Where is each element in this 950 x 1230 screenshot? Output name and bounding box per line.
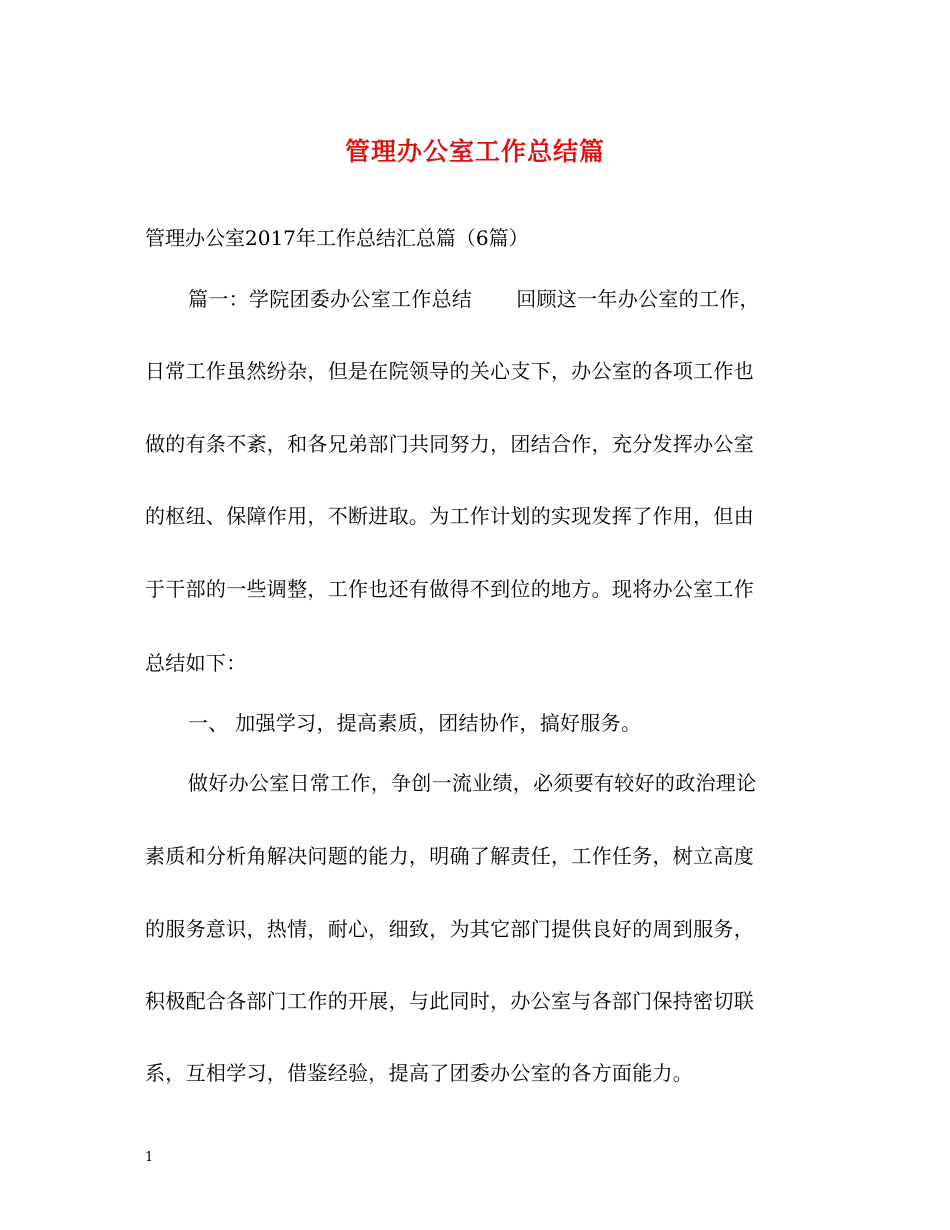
paragraph-line-1 bbox=[188, 283, 760, 312]
section-heading: 篇一：学院团委办公室工作总结 bbox=[188, 287, 473, 311]
document-subtitle: 管理办公室2017年工作总结汇总篇（6篇） bbox=[145, 226, 529, 250]
paragraph-line-7: 做好办公室日常工作，争创一流业绩，必须要有较好的政治理论 bbox=[188, 771, 757, 795]
paragraph-line-3: 做的有条不紊，和各兄弟部门共同努力，团结合作，充分发挥办公室 bbox=[145, 432, 754, 456]
paragraph-line-2: 日常工作虽然纷杂，但是在院领导的关心支下，办公室的各项工作也 bbox=[145, 359, 754, 383]
paragraph-line-6: 总结如下： bbox=[145, 651, 247, 675]
section-heading-1: 一、 加强学习，提高素质，团结协作，搞好服务。 bbox=[188, 711, 642, 735]
page-number: 1 bbox=[145, 1150, 154, 1165]
document-title: 管理办公室工作总结篇 bbox=[344, 137, 605, 166]
paragraph-line-4: 的枢纽、保障作用，不断进取。为工作计划的实现发挥了作用，但由 bbox=[145, 504, 754, 528]
paragraph-line-9: 的服务意识，热情，耐心，细致，为其它部门提供良好的周到服务， bbox=[145, 917, 754, 941]
paragraph-line-11: 系，互相学习，借鉴经验，提高了团委办公室的各方面能力。 bbox=[145, 1061, 694, 1085]
paragraph-text: 回顾这一年办公室的工作， bbox=[516, 287, 760, 311]
paragraph-line-5: 于干部的一些调整，工作也还有做得不到位的地方。现将办公室工作 bbox=[145, 577, 754, 601]
paragraph-line-10: 积极配合各部门工作的开展，与此同时，办公室与各部门保持密切联 bbox=[145, 989, 754, 1013]
paragraph-line-8: 素质和分析角解决问题的能力，明确了解责任，工作任务，树立高度 bbox=[145, 844, 754, 868]
